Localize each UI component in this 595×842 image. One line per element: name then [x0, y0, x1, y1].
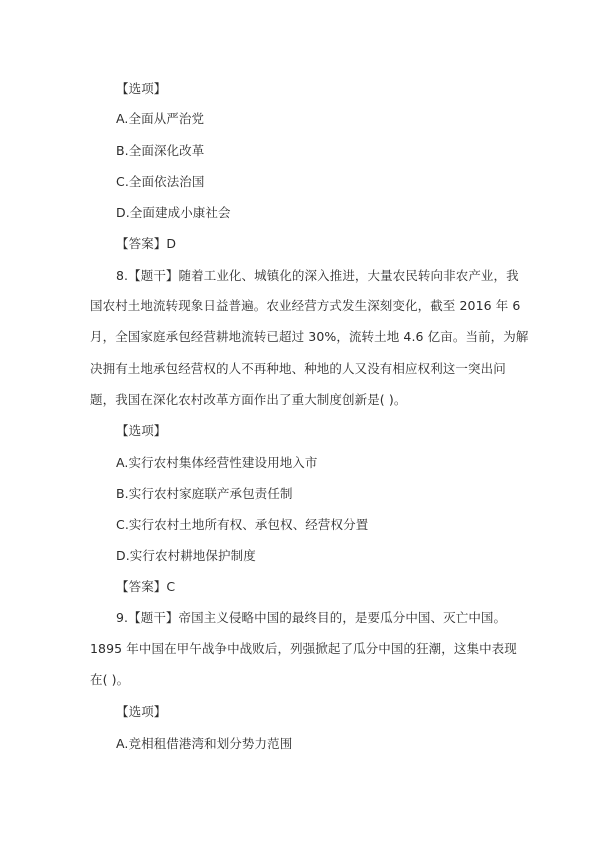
option-b: B.实行农村家庭联产承包责任制: [116, 486, 293, 501]
option-d: D.全面建成小康社会: [116, 205, 231, 220]
question-stem-line: 在( )。: [90, 672, 130, 687]
question-stem-line: 月，全国家庭承包经营耕地流转已超过 30%，流转土地 4.6 亿亩。当前，为解: [90, 329, 529, 344]
option-a: A.实行农村集体经营性建设用地入市: [116, 455, 318, 470]
question-stem-first-line: 9.【题干】帝国主义侵略中国的最终目的，是要瓜分中国、灭亡中国。: [116, 610, 507, 625]
question-stem-line: 1895 年中国在甲午战争中战败后，列强掀起了瓜分中国的狂潮，这集中表现: [90, 641, 517, 656]
option-b: B.全面深化改革: [116, 143, 205, 158]
option-a: A.竞相租借港湾和划分势力范围: [116, 736, 293, 751]
answer-text: 【答案】D: [116, 236, 177, 251]
question-stem-line: 题，我国在深化农村改革方面作出了重大制度创新是( )。: [90, 392, 407, 407]
option-d: D.实行农村耕地保护制度: [116, 548, 256, 563]
question-stem-line: 国农村土地流转现象日益普遍。农业经营方式发生深刻变化，截至 2016 年 6: [90, 298, 521, 313]
answer-text: 【答案】C: [116, 579, 176, 594]
options-label: 【选项】: [116, 81, 167, 96]
question-stem-line: 决拥有土地承包经营权的人不再种地、种地的人又没有相应权利这一突出问: [90, 361, 506, 376]
options-label: 【选项】: [116, 704, 167, 719]
option-c: C.全面依法治国: [116, 174, 205, 189]
option-c: C.实行农村土地所有权、承包权、经营权分置: [116, 517, 369, 532]
question-stem-first-line: 8.【题干】随着工业化、城镇化的深入推进，大量农民转向非农产业，我: [116, 268, 519, 283]
option-a: A.全面从严治党: [116, 111, 205, 126]
options-label: 【选项】: [116, 423, 167, 438]
